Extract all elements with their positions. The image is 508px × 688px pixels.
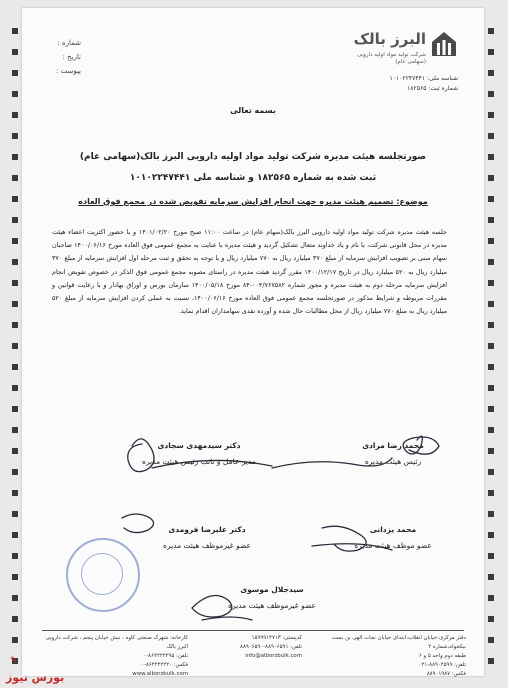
binder-holes-left xyxy=(12,28,18,679)
footer-divider xyxy=(42,630,464,631)
number-label: شماره : xyxy=(57,39,81,47)
watermark: بورس نیوز xyxy=(6,671,65,684)
minutes-body: جلسه هیئت مدیره شرکت تولید مواد اولیه دارویی البرز بالک(سهام عام) در ساعت ۱۱:۰۰ صبح مورخ ۱۴۰۱/۰۲/۲۰ و با حضور اکثریت اعضاء هیئت مدیره در محل قانونی شرکت، با نام و یاد خداوند متعال تشکیل گردید و هیئت مدیره با عنایت به مجمع عمومی فوق العاده مورخ ۱۴۰۰/۰۶/۱۶ صاحبان سهام مبنی بر تصویب افزایش سرمایه از مبلغ ۳۷۰ میلیارد ریال به ۷۷۰ میلیارد ریال و با توجه به تحقق و ثبت مرحله اول افزایش سرمایه از مبلغ ۳۷۰ میلیارد ریال به ۵۲۰ میلیارد ریال در تاریخ ۱۴۰۰/۱۲/۱۷ مقرر گردید هیئت مدیره در راستای مصوبه مجمع عمومی فوق الذکر در خصوص تفویض انجام افزایش سرمایه مرحله دوم به هیئت مدیره و مجوز شماره ۰۰۴/۷۶۷۵۸۲-۸۴ مورخ ۱۴۰۰/۰۵/۱۸ سازمان بورس و اوراق بهادار و با رعایت قوانین و مقررات مربوطه و شرایط مذکور در صورتجلسه مجمع عمومی فوق العاده مورخ ۱۴۰۰/۰۶/۱۶، نسبت به عملی کردن افزایش سرمایه از مبلغ ۵۲۰ میلیارد ریال به مبلغ ۷۷۰ میلیارد ریال از محل مطالبات حال شده و آورده نقدی سهامداران اقدام نماید. xyxy=(52,228,448,316)
signatory-name: دکتر علیرضا فرومدی xyxy=(168,525,246,534)
national-id: شناسه ملی: ۱۰۱۰۲۲۴۷۴۴۱ xyxy=(389,75,458,82)
company-seal-icon xyxy=(66,538,140,612)
signatory-role: عضو غیرموظف هیئت مدیره xyxy=(163,541,251,550)
registration-number: شماره ثبت: ۱۸۲۵۶۵ xyxy=(407,85,458,92)
signature-ceo xyxy=(104,438,294,470)
signatory-name: دکتر سیدمهدی سجادی xyxy=(157,441,241,450)
website-link[interactable]: www.alborzbulk.com xyxy=(132,671,188,677)
binder-holes-right xyxy=(488,28,494,679)
signatory-name: محمد یزدانی xyxy=(369,525,417,534)
signature-member-nonexecutive-2 xyxy=(182,582,362,614)
brand-name: البرز بالک xyxy=(353,30,426,48)
footer-head-office: دفتر مرکزی:خیابان انقلاب،ابتدای خیابان نجات الهی بن بست نیکخواه،شماره ۲ طبقه دوم واحد ۵ و ۶ تلفن: ۸۸۹۰۴۵۹۹-۰۲۱ فکس: ۸۸۹۰۱۹۸۷ xyxy=(331,635,466,677)
attachment-label: پیوست : xyxy=(56,67,81,75)
signature-member-executive xyxy=(318,522,468,554)
signatory-name: محمد رضا مرادی xyxy=(362,441,424,450)
signature-chairman xyxy=(318,438,468,470)
signatory-name: سیدجلال موسوی xyxy=(240,585,304,594)
document-page xyxy=(22,8,484,676)
email-link[interactable]: info@alborzbulk.com xyxy=(245,653,302,659)
date-label: تاریخ : xyxy=(62,53,81,61)
registration-line: ثبت شده به شماره ۱۸۲۵۶۵ و شناسه ملی ۱۰۱۰۲۲۴۷۴۴۱ xyxy=(129,173,377,183)
signatory-role: عضو غیرموظف هیئت مدیره xyxy=(228,601,316,610)
signatory-role: مدیر عامل و نائب رئیس هیئت مدیره xyxy=(142,457,256,466)
signatory-role: عضو موظف هیئت مدیره xyxy=(354,541,432,550)
signature-member-nonexecutive-1 xyxy=(122,522,292,554)
footer-contact: کدپستی: ۱۵۹۹۹۱۴۷۱۳ تلفن: ۸۸۹۰۶۵۹۱-۸۸۹۰۶۵۹۰ info@alborzbulk.com xyxy=(192,634,302,661)
footer-factory: کارخانه: شهرک صنعتی کاوه ، نبش خیابان پنجم ، شرکت دارویی البرز بالک تلفن: ۸۶۴۲۲۴۲۹۵-۰ فکس: ۸۶۴۲۴۲۲۲۰-۰ www.alborzbulk.com xyxy=(42,634,188,679)
signatory-role: رئیس هیئت مدیره xyxy=(364,457,422,466)
brand-subtitle: شرکت تولید مواد اولیه دارویی (سهامی عام) xyxy=(357,52,426,65)
subject-line: موضوع: تصمیم هیئت مدیره جهت انجام افزایش سرمایه تفویض شده در مجمع فوق العاده xyxy=(78,197,428,206)
watermark-logo-icon: ✎ xyxy=(10,656,18,666)
document-title: صورتجلسه هیئت مدیره شرکت تولید مواد اولیه دارویی البرز بالک(سهامی عام) xyxy=(79,152,427,162)
bismillah: بسمه تعالی xyxy=(230,106,276,115)
